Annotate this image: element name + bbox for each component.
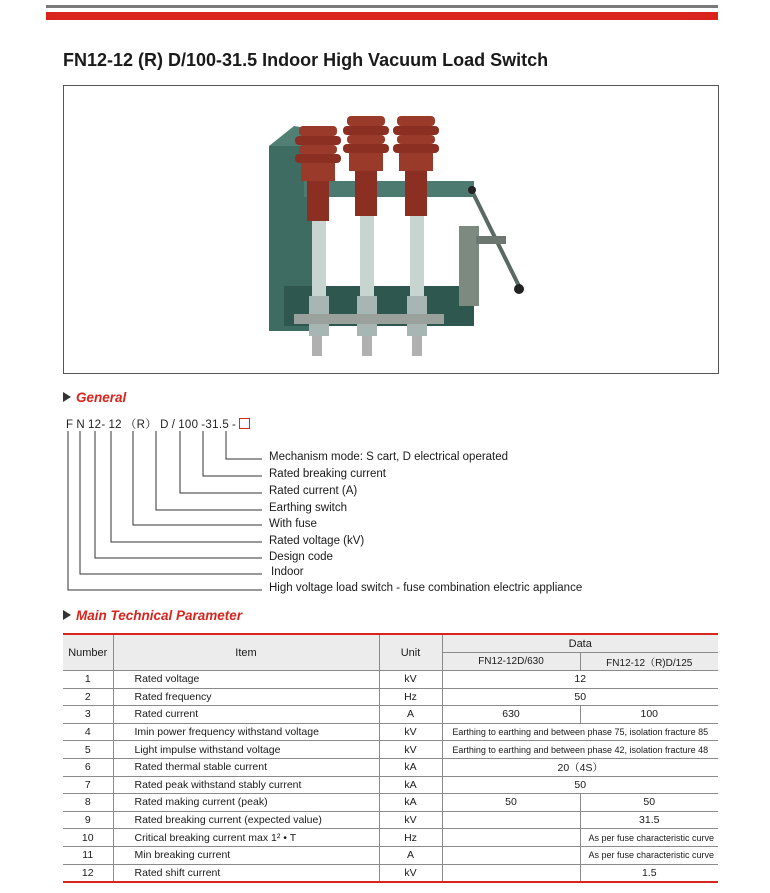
cell-item: Rated frequency bbox=[113, 688, 379, 706]
table-row bbox=[63, 776, 718, 794]
cell-number: 6 bbox=[63, 758, 113, 776]
cell-data: 20（4S） bbox=[442, 758, 718, 776]
cell-number: 9 bbox=[63, 811, 113, 829]
cell-number: 10 bbox=[63, 829, 113, 847]
code-label: Mechanism mode: S cart, D electrical operated bbox=[269, 451, 509, 463]
code-part: / bbox=[171, 419, 176, 431]
header-unit: Unit bbox=[379, 634, 442, 671]
code-label: High voltage load switch - fuse combination electric appliance bbox=[269, 582, 583, 594]
cell-number: 4 bbox=[63, 723, 113, 741]
cell-item: Critical breaking current max 1² • T bbox=[113, 829, 379, 847]
cell-unit: kV bbox=[379, 741, 442, 759]
cell-number: 11 bbox=[63, 846, 113, 864]
code-label: Design code bbox=[269, 551, 333, 563]
table-row bbox=[63, 846, 718, 864]
table-row bbox=[63, 811, 718, 829]
code-label: Earthing switch bbox=[269, 502, 347, 514]
cell-data: Earthing to earthing and between phase 42, isolation fracture 48 bbox=[442, 741, 718, 759]
cell-item: Imin power frequency withstand voltage bbox=[113, 723, 379, 741]
cell-item: Min breaking current bbox=[113, 846, 379, 864]
code-label: Rated breaking current bbox=[269, 468, 386, 480]
cell-data-b: 1.5 bbox=[580, 864, 718, 882]
cell-data: 12 bbox=[442, 671, 718, 689]
header-number: Number bbox=[63, 634, 113, 671]
cell-item: Rated peak withstand stably current bbox=[113, 776, 379, 794]
code-part: -31.5 bbox=[201, 419, 230, 431]
cell-unit: kA bbox=[379, 758, 442, 776]
cell-number: 7 bbox=[63, 776, 113, 794]
code-part: 100 bbox=[178, 419, 199, 431]
cell-data-a: 50 bbox=[442, 794, 580, 812]
cell-data: 50 bbox=[442, 688, 718, 706]
table-row bbox=[63, 864, 718, 882]
cell-item: Rated breaking current (expected value) bbox=[113, 811, 379, 829]
table-row bbox=[63, 741, 718, 759]
code-label: Indoor bbox=[271, 566, 304, 578]
parameter-table bbox=[63, 633, 718, 883]
header-model-a: FN12-12D/630 bbox=[442, 653, 580, 671]
cell-unit: kV bbox=[379, 671, 442, 689]
cell-item: Rated thermal stable current bbox=[113, 758, 379, 776]
cell-data-b: 50 bbox=[580, 794, 718, 812]
cell-unit: Hz bbox=[379, 829, 442, 847]
cell-number: 12 bbox=[63, 864, 113, 882]
cell-unit: kV bbox=[379, 864, 442, 882]
code-part: 12 bbox=[108, 419, 122, 431]
cell-data-b: As per fuse characteristic curve bbox=[580, 829, 718, 847]
cell-item: Light impulse withstand voltage bbox=[113, 741, 379, 759]
triangle-bullet-icon bbox=[63, 610, 71, 620]
cell-unit: kA bbox=[379, 776, 442, 794]
cell-number: 1 bbox=[63, 671, 113, 689]
code-label: With fuse bbox=[269, 518, 317, 530]
code-part: 12- bbox=[87, 419, 106, 431]
code-part: （R） bbox=[124, 419, 158, 431]
cell-data-b: 100 bbox=[580, 706, 718, 724]
code-part: F bbox=[66, 419, 74, 431]
cell-item: Rated shift current bbox=[113, 864, 379, 882]
table-row bbox=[63, 723, 718, 741]
code-part: D bbox=[160, 419, 169, 431]
table-row bbox=[63, 758, 718, 776]
cell-item: Rated making current (peak) bbox=[113, 794, 379, 812]
cell-data-b: As per fuse characteristic curve bbox=[580, 846, 718, 864]
cell-unit: kA bbox=[379, 794, 442, 812]
cell-unit: kV bbox=[379, 811, 442, 829]
cell-unit: Hz bbox=[379, 688, 442, 706]
params-heading: Main Technical Parameter bbox=[63, 608, 242, 623]
page-title: FN12-12 (R) D/100-31.5 Indoor High Vacuum Load Switch bbox=[63, 50, 549, 70]
cell-item: Rated current bbox=[113, 706, 379, 724]
cell-item: Rated voltage bbox=[113, 671, 379, 689]
code-part: - bbox=[232, 419, 237, 431]
cell-data-a bbox=[442, 811, 580, 829]
cell-unit: kV bbox=[379, 723, 442, 741]
cell-number: 2 bbox=[63, 688, 113, 706]
cell-data: Earthing to earthing and between phase 75, isolation fracture 85 bbox=[442, 723, 718, 741]
general-heading: General bbox=[63, 390, 126, 405]
cell-data-a: 630 bbox=[442, 706, 580, 724]
cell-data: 50 bbox=[442, 776, 718, 794]
table-row bbox=[63, 794, 718, 812]
cell-number: 5 bbox=[63, 741, 113, 759]
cell-number: 8 bbox=[63, 794, 113, 812]
code-label: Rated voltage (kV) bbox=[269, 535, 365, 547]
header-data: Data bbox=[442, 634, 718, 653]
cell-data-a bbox=[442, 829, 580, 847]
code-part: N bbox=[76, 419, 85, 431]
cell-number: 3 bbox=[63, 706, 113, 724]
cell-data-b: 31.5 bbox=[580, 811, 718, 829]
table-row bbox=[63, 688, 718, 706]
cell-unit: A bbox=[379, 846, 442, 864]
table-row bbox=[63, 706, 718, 724]
cell-data-a bbox=[442, 864, 580, 882]
table-row bbox=[63, 671, 718, 689]
cell-unit: A bbox=[379, 706, 442, 724]
header-item: Item bbox=[113, 634, 379, 671]
header-model-b: FN12-12（R)D/125 bbox=[580, 653, 718, 671]
code-label: Rated current (A) bbox=[269, 485, 358, 497]
cell-data-a bbox=[442, 846, 580, 864]
table-row bbox=[63, 829, 718, 847]
